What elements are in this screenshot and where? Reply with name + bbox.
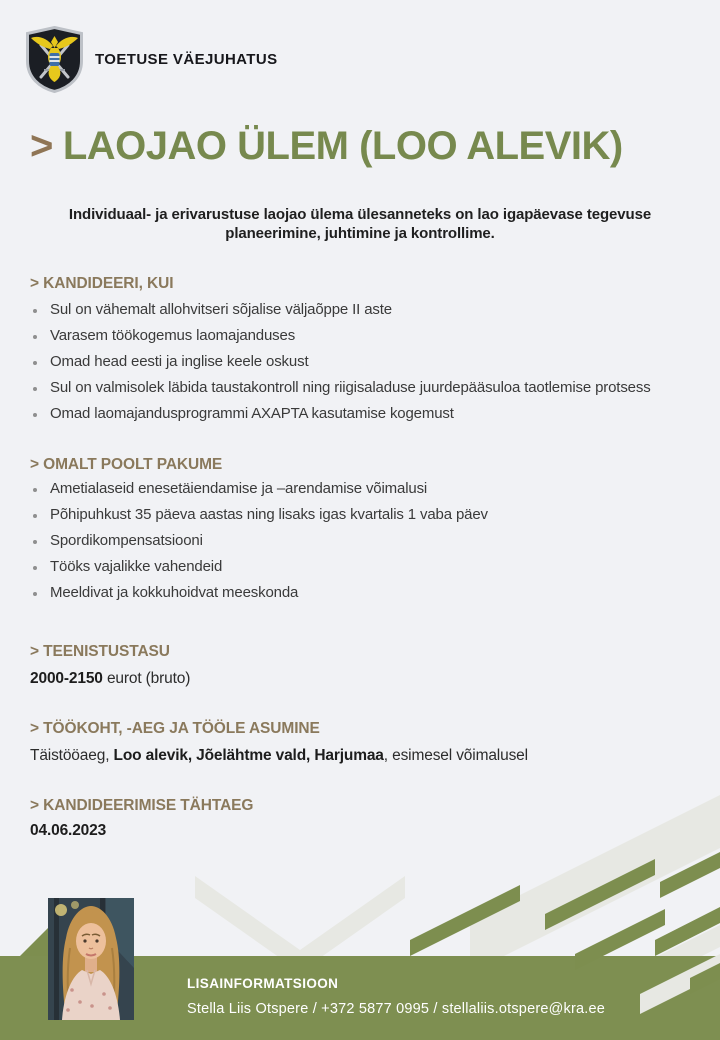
offer-bullet-list	[30, 480, 488, 610]
title-text: LAOJAO ÜLEM (LOO ALEVIK)	[62, 124, 623, 168]
workplace-pre: Täistööaeg,	[30, 747, 114, 764]
list-item-text: Ametialaseid enesetäiendamise ja –arendamise võimalusi	[50, 480, 428, 497]
list-item	[30, 584, 488, 610]
bullet-dot-icon	[33, 361, 37, 365]
list-item-text: Tööks vajalikke vahendeid	[50, 558, 223, 575]
salary-line	[30, 670, 190, 688]
list-item	[30, 301, 651, 327]
page-title	[30, 124, 700, 169]
workplace-post: , esimesel võimalusel	[383, 747, 528, 764]
section-heading-candidate: > KANDIDEERI, KUI	[30, 275, 174, 292]
section-heading-deadline: > KANDIDEERIMISE TÄHTAEG	[30, 797, 254, 814]
org-name: TOETUSE VÄEJUHATUS	[95, 51, 278, 68]
candidate-bullet-list	[30, 301, 651, 431]
bullet-dot-icon	[33, 413, 37, 417]
list-item	[30, 506, 488, 532]
salary-suffix: eurot (bruto)	[102, 670, 191, 687]
list-item	[30, 532, 488, 558]
list-item-text: Omad head eesti ja inglise keele oskust	[50, 353, 309, 370]
bullet-dot-icon	[33, 488, 37, 492]
list-item-text: Sul on valmisolek läbida taustakontroll ning riigisaladuse juurdepääsuloa taotlemise protsess	[50, 379, 651, 396]
list-item	[30, 558, 488, 584]
list-item-text: Sul on vähemalt allohvitseri sõjalise väljaõppe II aste	[50, 301, 392, 318]
list-item	[30, 405, 651, 431]
deadline-date: 04.06.2023	[30, 822, 107, 839]
list-item	[30, 353, 651, 379]
list-item-text: Varasem töökogemus laomajanduses	[50, 327, 296, 344]
bullet-dot-icon	[33, 514, 37, 518]
bullet-dot-icon	[33, 540, 37, 544]
list-item-text: Spordikompensatsiooni	[50, 532, 203, 549]
section-heading-offer: > OMALT POOLT PAKUME	[30, 456, 223, 473]
salary-amount: 2000-2150	[30, 670, 103, 687]
workplace-line	[30, 747, 528, 765]
section-heading-workplace: > TÖÖKOHT, -AEG JA TÖÖLE ASUMINE	[30, 720, 320, 737]
list-item	[30, 327, 651, 353]
contact-person-photo	[48, 898, 134, 1020]
list-item-text: Omad laomajandusprogrammi AXAPTA kasutamise kogemust	[50, 405, 454, 422]
bullet-dot-icon	[33, 309, 37, 313]
workplace-location: Loo alevik, Jõelähtme vald, Harjumaa	[113, 747, 384, 764]
title-marker: >	[30, 124, 53, 168]
list-item-text: Meeldivat ja kokkuhoidvat meeskonda	[50, 584, 299, 601]
bullet-dot-icon	[33, 592, 37, 596]
list-item	[30, 480, 488, 506]
bullet-dot-icon	[33, 335, 37, 339]
section-heading-salary: > TEENISTUSTASU	[30, 643, 170, 660]
footer-label: LISAINFORMATSIOON	[187, 976, 339, 991]
list-item	[30, 379, 651, 405]
intro-paragraph: Individuaal- ja erivarustuse laojao ülema ülesanneteks on lao igapäevase tegevuse planeerimine, juhtimine ja kontrollime.	[68, 206, 652, 242]
footer-contact: Stella Liis Otspere / +372 5877 0995 / stellaliis.otspere@kra.ee	[187, 1001, 606, 1017]
unit-crest-icon	[22, 26, 87, 93]
list-item-text: Põhipuhkust 35 päeva aastas ning lisaks igas kvartalis 1 vaba päev	[50, 506, 488, 523]
bullet-dot-icon	[33, 566, 37, 570]
bullet-dot-icon	[33, 387, 37, 391]
